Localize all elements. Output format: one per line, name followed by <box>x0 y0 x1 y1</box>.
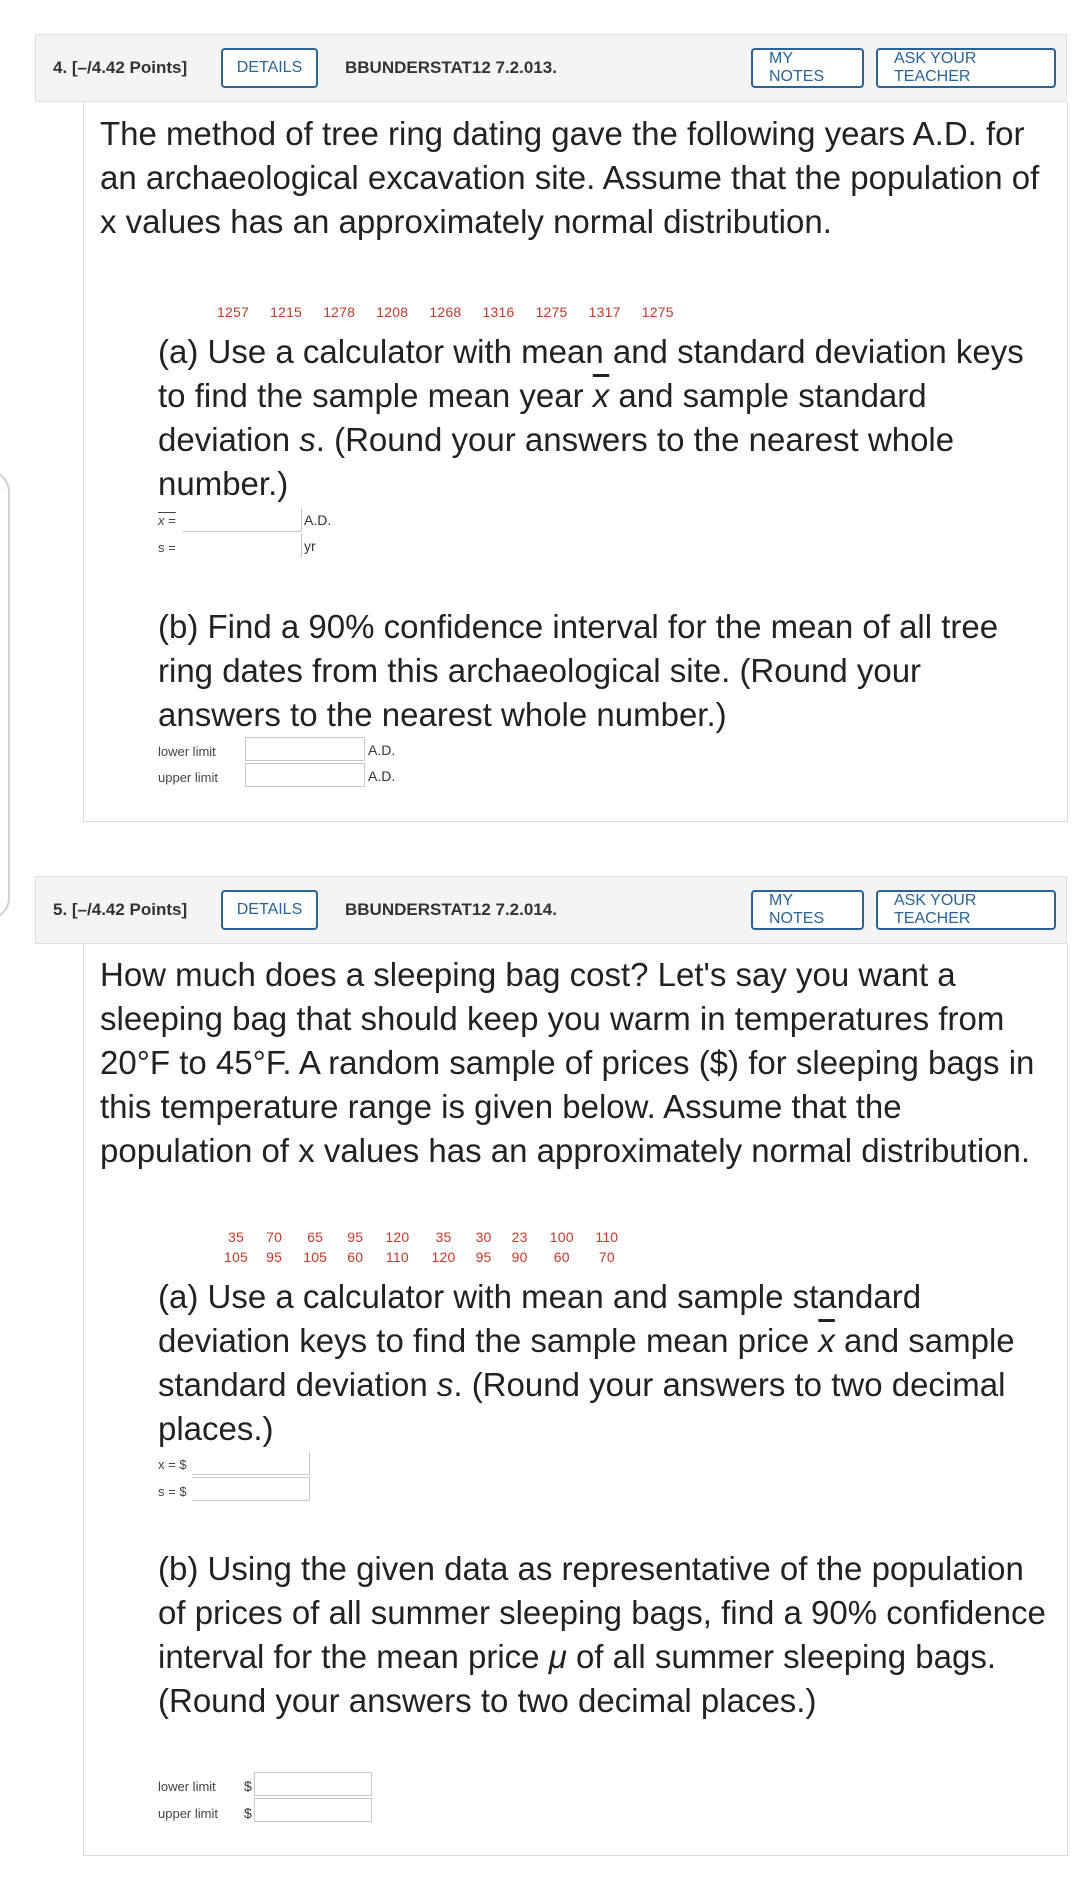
data-value: 1275 <box>535 304 568 320</box>
data-value: 65 <box>307 1229 324 1245</box>
data-value: 110 <box>385 1249 409 1265</box>
data-value: 105 <box>224 1249 248 1265</box>
data-value: 95 <box>475 1249 492 1265</box>
question-4-header <box>35 34 1067 102</box>
s-unit: yr <box>304 538 316 554</box>
xbar-unit: A.D. <box>304 512 332 528</box>
data-value: 105 <box>303 1249 328 1265</box>
data-value: 120 <box>385 1229 410 1245</box>
data-value: 1208 <box>376 304 409 320</box>
data-value: 60 <box>347 1249 364 1265</box>
lower-limit-input[interactable] <box>254 1772 372 1796</box>
question-code: BBUNDERSTAT12 7.2.014. <box>345 900 557 919</box>
upper-limit-input[interactable] <box>254 1798 372 1822</box>
xbar-label: x = <box>158 513 176 528</box>
data-value: 1275 <box>641 304 674 320</box>
dollar-sign: $ <box>244 1778 252 1794</box>
my-notes-button[interactable]: MY NOTES <box>751 890 864 930</box>
question-code: BBUNDERSTAT12 7.2.013. <box>345 58 557 77</box>
data-value: 23 <box>511 1229 528 1245</box>
question-5-part-a: (a) Use a calculator with mean and sample standard deviation keys to find the sample mean price $\overline{x}$ and sample standard deviation s. (Round your answers to two decimal places.) <box>158 1278 1015 1447</box>
question-4-number: 4. [–/4.42 Points] <box>53 58 188 77</box>
data-value: 1257 <box>217 304 249 320</box>
xbar-symbol: $\overline{x}$ <box>818 1322 835 1359</box>
question-4-part-b: (b) Find a 90% confidence interval for the mean of all tree ring dates from this archaeological site. (Round your answers to the nearest whole number.) <box>158 608 999 733</box>
data-value: 35 <box>435 1229 452 1245</box>
xbar-label: x = $ <box>158 1457 187 1472</box>
data-value: 1215 <box>270 304 303 320</box>
question-5-prompt: How much does a sleeping bag cost? Let's say you want a sleeping bag that should keep you warm in temperatures from 20°F to 45°F. A random sample of prices ($) for sleeping bags in this temperature range is given below. Assume that the population of x values has an approximately normal distribution. <box>100 956 1035 1169</box>
upper-limit-label: upper limit <box>158 770 218 785</box>
s-symbol: s <box>299 421 316 458</box>
upper-limit-input[interactable] <box>245 763 365 787</box>
ask-teacher-button[interactable]: ASK YOUR TEACHER <box>876 890 1056 930</box>
lower-limit-label: lower limit <box>158 744 216 759</box>
lower-limit-input[interactable] <box>245 737 365 761</box>
mu-symbol: μ <box>548 1638 567 1675</box>
data-value: 90 <box>511 1249 528 1265</box>
left-edge-panel <box>0 470 10 920</box>
data-value: 35 <box>228 1229 244 1245</box>
data-value: 1317 <box>588 304 621 320</box>
s-symbol: s <box>436 1366 454 1403</box>
question-5-number: 5. [–/4.42 Points] <box>53 900 188 919</box>
price-data-row-1 <box>220 1229 627 1245</box>
s-label: s = $ <box>158 1484 187 1499</box>
data-value: 120 <box>431 1249 456 1265</box>
sample-mean-price-input[interactable] <box>192 1451 310 1475</box>
dollar-sign: $ <box>244 1805 252 1821</box>
data-value: 1316 <box>482 304 515 320</box>
data-value: 100 <box>549 1229 574 1245</box>
data-value: 95 <box>347 1229 364 1245</box>
lower-limit-label: lower limit <box>158 1779 216 1794</box>
details-button[interactable]: DETAILS <box>221 890 318 930</box>
data-value: 110 <box>595 1229 619 1245</box>
question-5-header <box>35 876 1067 944</box>
details-button[interactable]: DETAILS <box>221 48 318 88</box>
sample-sd-price-input[interactable] <box>192 1477 310 1501</box>
data-value: 60 <box>553 1249 570 1265</box>
my-notes-button[interactable]: MY NOTES <box>751 48 864 88</box>
xbar-symbol: $\overline{x}$ <box>592 377 610 414</box>
data-value: 1278 <box>323 304 356 320</box>
data-value: 30 <box>475 1229 492 1245</box>
price-data-row-2 <box>220 1249 627 1265</box>
question-4-prompt: The method of tree ring dating gave the following years A.D. for an archaeological excavation site. Assume that the population of x values has an approximately normal distribution. <box>100 115 1040 240</box>
upper-limit-label: upper limit <box>158 1806 218 1821</box>
data-value: 70 <box>598 1249 615 1265</box>
question-5-part-b: (b) Using the given data as representative of the population of prices of all summer sleeping bags, find a 90% confidence interval for the mean price μ of all summer sleeping bags. (Round your answers to two decimal places.) <box>158 1550 1046 1719</box>
data-value: 1268 <box>429 304 462 320</box>
tree-ring-data <box>217 304 691 320</box>
lower-limit-unit: A.D. <box>368 742 396 758</box>
question-4-part-a: (a) Use a calculator with mean and standard deviation keys to find the sample mean year $\overline{x}$ and sample standard deviation s. (Round your answers to the nearest whole number.) <box>158 333 1024 502</box>
ask-teacher-button[interactable]: ASK YOUR TEACHER <box>876 48 1056 88</box>
sample-mean-input[interactable] <box>182 508 302 532</box>
data-value: 95 <box>266 1249 283 1265</box>
data-value: 70 <box>266 1229 283 1245</box>
s-label: s = <box>158 540 176 555</box>
upper-limit-unit: A.D. <box>368 768 396 784</box>
sample-sd-input[interactable] <box>182 534 302 558</box>
